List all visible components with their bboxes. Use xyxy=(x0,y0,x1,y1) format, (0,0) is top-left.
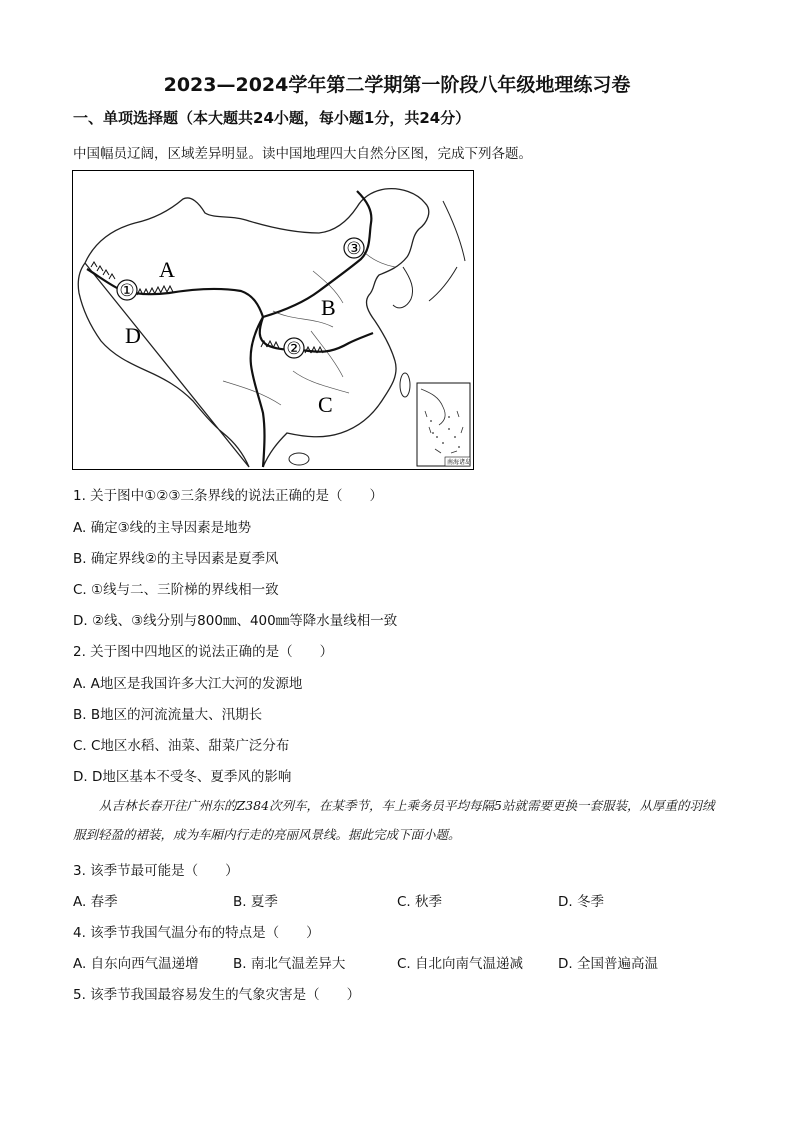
q3-option-d[interactable]: D. 冬季 xyxy=(558,894,604,910)
q1-stem: 1. 关于图中①②③三条界线的说法正确的是（ ） xyxy=(73,488,383,504)
q2-option-a[interactable]: A. A地区是我国许多大江大河的发源地 xyxy=(73,676,303,692)
region-d-label: D xyxy=(125,323,141,348)
taiwan-island xyxy=(400,373,410,397)
q3-option-b[interactable]: B. 夏季 xyxy=(233,894,278,910)
q4-option-d[interactable]: D. 全国普遍高温 xyxy=(558,956,658,972)
region-c-label: C xyxy=(318,392,333,417)
mark-three: ③ xyxy=(346,239,362,259)
q1-option-d[interactable]: D. ②线、③线分别与800㎜、400㎜等降水量线相一致 xyxy=(73,613,398,629)
japan-coast xyxy=(429,201,465,301)
q2-option-d[interactable]: D. D地区基本不受冬、夏季风的影响 xyxy=(73,769,292,785)
reading-passage xyxy=(73,791,723,849)
mark-one: ① xyxy=(119,281,135,301)
q5-stem: 5. 该季节我国最容易发生的气象灾害是（ ） xyxy=(73,987,361,1003)
q1-option-a[interactable]: A. 确定③线的主导因素是地势 xyxy=(73,520,252,536)
inset-box xyxy=(417,383,470,466)
china-regions-map xyxy=(72,170,474,470)
page-title: 2023—2024学年第二学期第一阶段八年级地理练习卷 xyxy=(163,74,631,96)
q3-option-c[interactable]: C. 秋季 xyxy=(397,894,443,910)
region-b-label: B xyxy=(321,295,336,320)
passage-text: 从吉林长春开往广州东的Z384次列车，在某季节，车上乘务员平均每隔5站就需要更换一套服装，从厚重的羽绒服到轻盈的裙装，成为车厢内行走的亮丽风景线。据此完成下面小题。 xyxy=(73,798,715,842)
map-svg xyxy=(73,171,472,468)
q2-option-c[interactable]: C. C地区水稻、油菜、甜菜广泛分布 xyxy=(73,738,290,754)
q4-option-a[interactable]: A. 自东向西气温递增 xyxy=(73,956,199,972)
section-heading: 一、单项选择题（本大题共24小题，每小题1分，共24分） xyxy=(73,109,471,127)
q1-option-b[interactable]: B. 确定界线②的主导因素是夏季风 xyxy=(73,551,279,567)
internal-boundaries xyxy=(223,251,395,405)
q4-option-b[interactable]: B. 南北气温差异大 xyxy=(233,956,346,972)
korea-peninsula xyxy=(393,267,413,308)
q3-option-a[interactable]: A. 春季 xyxy=(73,894,118,910)
q4-stem: 4. 该季节我国气温分布的特点是（ ） xyxy=(73,925,320,941)
q3-stem: 3. 该季节最可能是（ ） xyxy=(73,863,239,879)
boundary-line-2 xyxy=(260,317,373,352)
q2-option-b[interactable]: B. B地区的河流流量大、汛期长 xyxy=(73,707,263,723)
hainan-island xyxy=(289,453,309,465)
inset-caption: 南海诸岛 xyxy=(447,459,472,466)
mark-two: ② xyxy=(286,339,302,359)
intro-text: 中国幅员辽阔，区域差异明显。读中国地理四大自然分区图，完成下列各题。 xyxy=(73,146,532,162)
q4-option-c[interactable]: C. 自北向南气温递减 xyxy=(397,956,524,972)
q2-stem: 2. 关于图中四地区的说法正确的是（ ） xyxy=(73,644,334,660)
region-a-label: A xyxy=(159,257,175,282)
q1-option-c[interactable]: C. ①线与二、三阶梯的界线相一致 xyxy=(73,582,279,598)
